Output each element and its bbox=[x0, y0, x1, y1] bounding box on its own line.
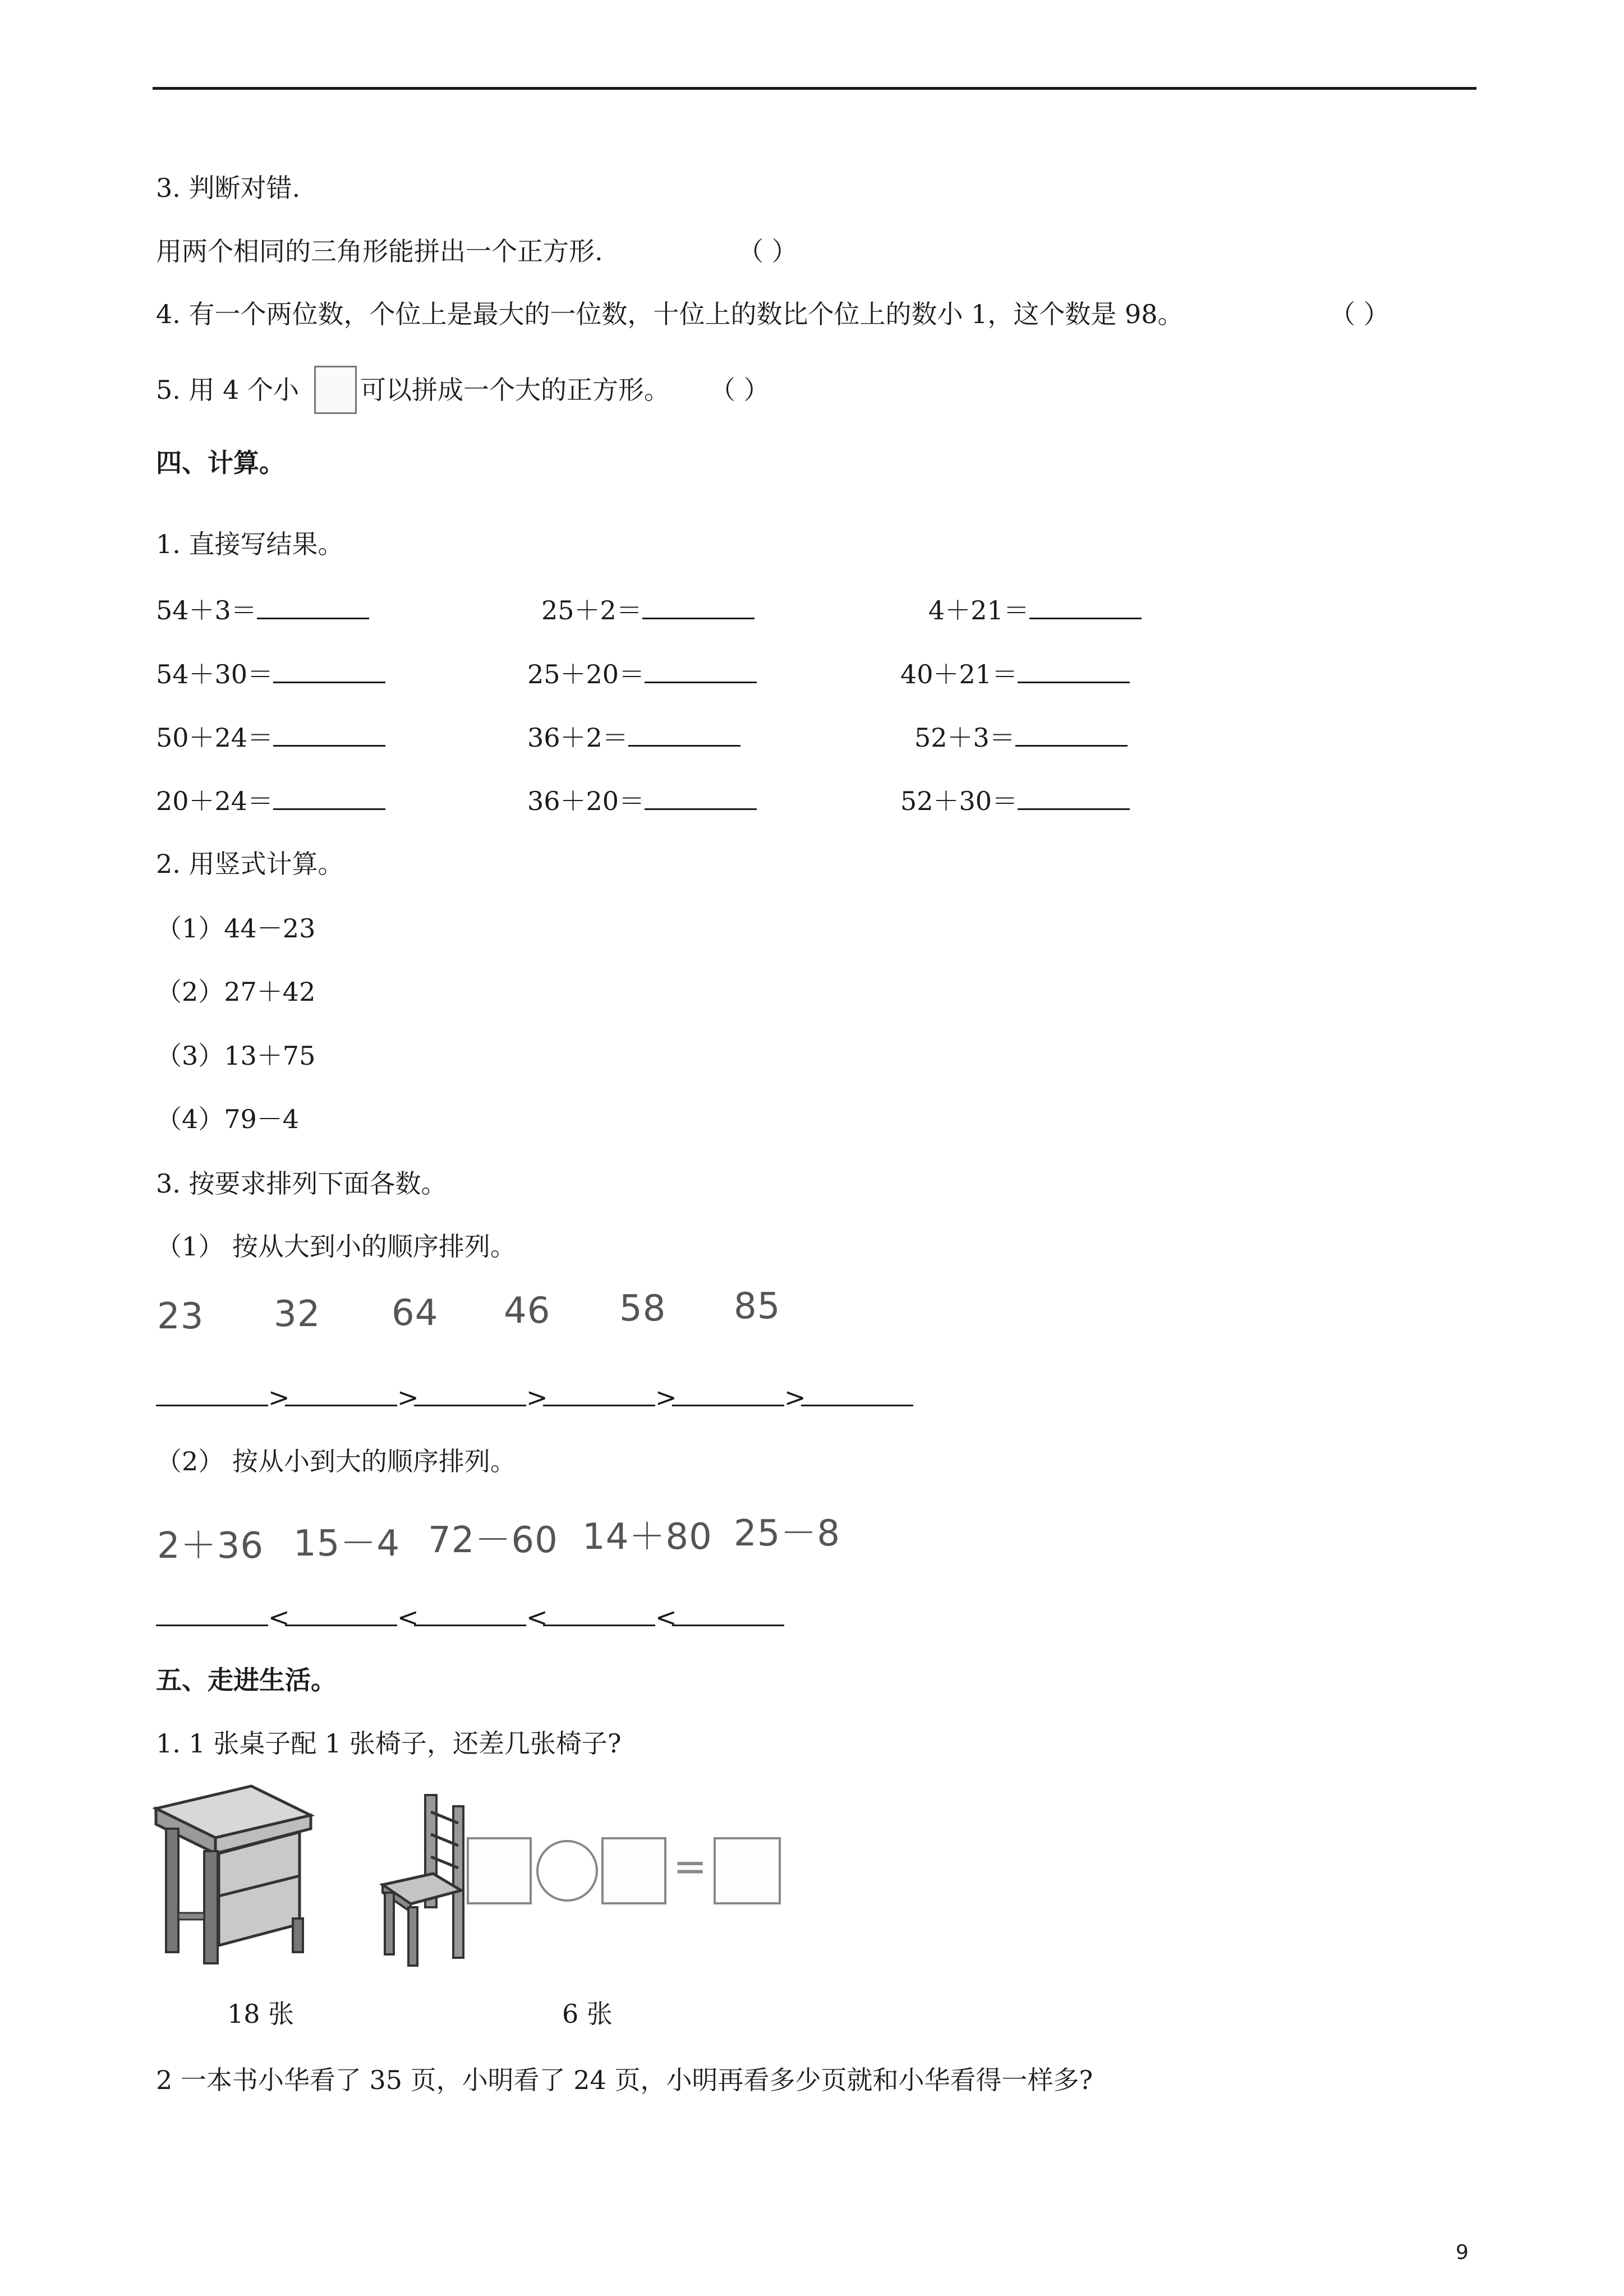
number-item: 23 bbox=[157, 1296, 204, 1337]
direct-item: 25＋2＝ bbox=[541, 593, 755, 627]
answer-blank[interactable] bbox=[414, 1599, 526, 1626]
desk-icon bbox=[153, 1784, 315, 1969]
number-item: 85 bbox=[734, 1286, 781, 1327]
answer-blank[interactable] bbox=[156, 1379, 268, 1406]
order-chain-1: > > > > > bbox=[156, 1379, 913, 1412]
direct-item: 4＋21＝ bbox=[928, 593, 1142, 627]
direct-item: 52＋30＝ bbox=[900, 784, 1130, 818]
direct-item: 36＋20＝ bbox=[527, 784, 757, 818]
answer-blank[interactable] bbox=[645, 786, 757, 810]
number-item: 58 bbox=[619, 1288, 666, 1329]
operator-circle[interactable] bbox=[536, 1840, 598, 1902]
answer-blank[interactable] bbox=[285, 1379, 397, 1406]
direct-item: 50＋24＝ bbox=[156, 721, 385, 754]
number-item: 32 bbox=[274, 1294, 321, 1335]
answer-blank[interactable] bbox=[642, 595, 755, 619]
answer-blank[interactable] bbox=[645, 659, 757, 683]
desk-count-label: 18 张 bbox=[227, 1999, 295, 2029]
direct-item: 54＋30＝ bbox=[156, 657, 385, 691]
expression-item: 2＋36 bbox=[157, 1525, 264, 1567]
answer-blank[interactable] bbox=[273, 723, 385, 747]
q4-answer-paren[interactable]: （ ） bbox=[1329, 299, 1390, 329]
direct-item: 40＋21＝ bbox=[900, 657, 1130, 691]
order-sub1: （1） 按从大到小的顺序排列。 bbox=[156, 1231, 516, 1262]
order-chain-2: < < < < bbox=[156, 1599, 784, 1632]
answer-blank[interactable] bbox=[285, 1599, 397, 1626]
vertical-item: （3）13＋75 bbox=[156, 1041, 316, 1071]
answer-blank[interactable] bbox=[414, 1379, 526, 1406]
direct-item: 25＋20＝ bbox=[527, 657, 757, 691]
equals-sign: = bbox=[673, 1843, 707, 1890]
number-item: 46 bbox=[504, 1290, 551, 1332]
number-item: 64 bbox=[392, 1292, 439, 1334]
numbers-image-1 bbox=[156, 1285, 779, 1346]
answer-box-2[interactable] bbox=[601, 1837, 666, 1904]
q5-answer-paren[interactable]: （ ） bbox=[710, 375, 770, 405]
q3-title: 3. 判断对错. bbox=[156, 173, 301, 203]
expression-item: 14＋80 bbox=[582, 1516, 712, 1558]
answer-blank[interactable] bbox=[1018, 786, 1130, 810]
life-q1-text: 1. 1 张桌子配 1 张椅子，还差几张椅子? bbox=[156, 1728, 622, 1759]
direct-item: 54＋3＝ bbox=[156, 593, 369, 627]
chair-count-label: 6 张 bbox=[562, 1999, 613, 2029]
q5-text-pre: 5. 用 4 个小 bbox=[156, 375, 300, 405]
q5-text-post: 可以拼成一个大的正方形。 bbox=[360, 375, 670, 405]
expression-item: 72－60 bbox=[428, 1520, 558, 1561]
q3-answer-paren[interactable]: （ ） bbox=[738, 236, 798, 266]
answer-blank[interactable] bbox=[543, 1599, 655, 1626]
q3-text: 用两个相同的三角形能拼出一个正方形. bbox=[156, 236, 603, 266]
answer-blank[interactable] bbox=[1015, 723, 1128, 747]
answer-blank[interactable] bbox=[156, 1599, 268, 1626]
answer-blank[interactable] bbox=[1018, 659, 1130, 683]
header-rule bbox=[153, 87, 1476, 90]
answer-box-3[interactable] bbox=[714, 1837, 781, 1904]
answer-blank[interactable] bbox=[672, 1599, 784, 1626]
vertical-item: （2）27＋42 bbox=[156, 977, 316, 1007]
expression-item: 25－8 bbox=[734, 1513, 841, 1554]
vertical-item: （1）44－23 bbox=[156, 913, 316, 944]
section-5-heading: 五、走进生活。 bbox=[156, 1665, 337, 1695]
calc-q3-title: 3. 按要求排列下面各数。 bbox=[156, 1168, 447, 1199]
answer-blank[interactable] bbox=[628, 723, 740, 747]
q4-text: 4. 有一个两位数，个位上是最大的一位数，十位上的数比个位上的数小 1，这个数是 98。 bbox=[156, 299, 1184, 329]
numbers-image-2 bbox=[156, 1503, 841, 1567]
calc-q1-title: 1. 直接写结果。 bbox=[156, 529, 344, 559]
answer-box-1[interactable] bbox=[467, 1837, 532, 1904]
answer-blank[interactable] bbox=[273, 786, 385, 810]
direct-item: 20＋24＝ bbox=[156, 784, 385, 818]
section-4-heading: 四、计算。 bbox=[156, 448, 285, 478]
answer-blank[interactable] bbox=[801, 1379, 913, 1406]
small-square-icon bbox=[314, 366, 357, 414]
order-sub2: （2） 按从小到大的顺序排列。 bbox=[156, 1446, 516, 1476]
answer-blank[interactable] bbox=[257, 595, 369, 619]
answer-blank[interactable] bbox=[672, 1379, 784, 1406]
expression-item: 15－4 bbox=[293, 1523, 401, 1565]
vertical-item: （4）79－4 bbox=[156, 1104, 300, 1134]
calc-q2-title: 2. 用竖式计算。 bbox=[156, 849, 344, 879]
life-q2-text: 2 一本书小华看了 35 页，小明看了 24 页，小明再看多少页就和小华看得一样多? bbox=[156, 2065, 1093, 2095]
direct-item: 36＋2＝ bbox=[527, 721, 740, 754]
chair-icon bbox=[377, 1789, 472, 1969]
answer-blank[interactable] bbox=[543, 1379, 655, 1406]
page-number: 9 bbox=[1456, 2241, 1469, 2264]
answer-blank[interactable] bbox=[273, 659, 385, 683]
answer-blank[interactable] bbox=[1029, 595, 1142, 619]
direct-item: 52＋3＝ bbox=[914, 721, 1128, 754]
